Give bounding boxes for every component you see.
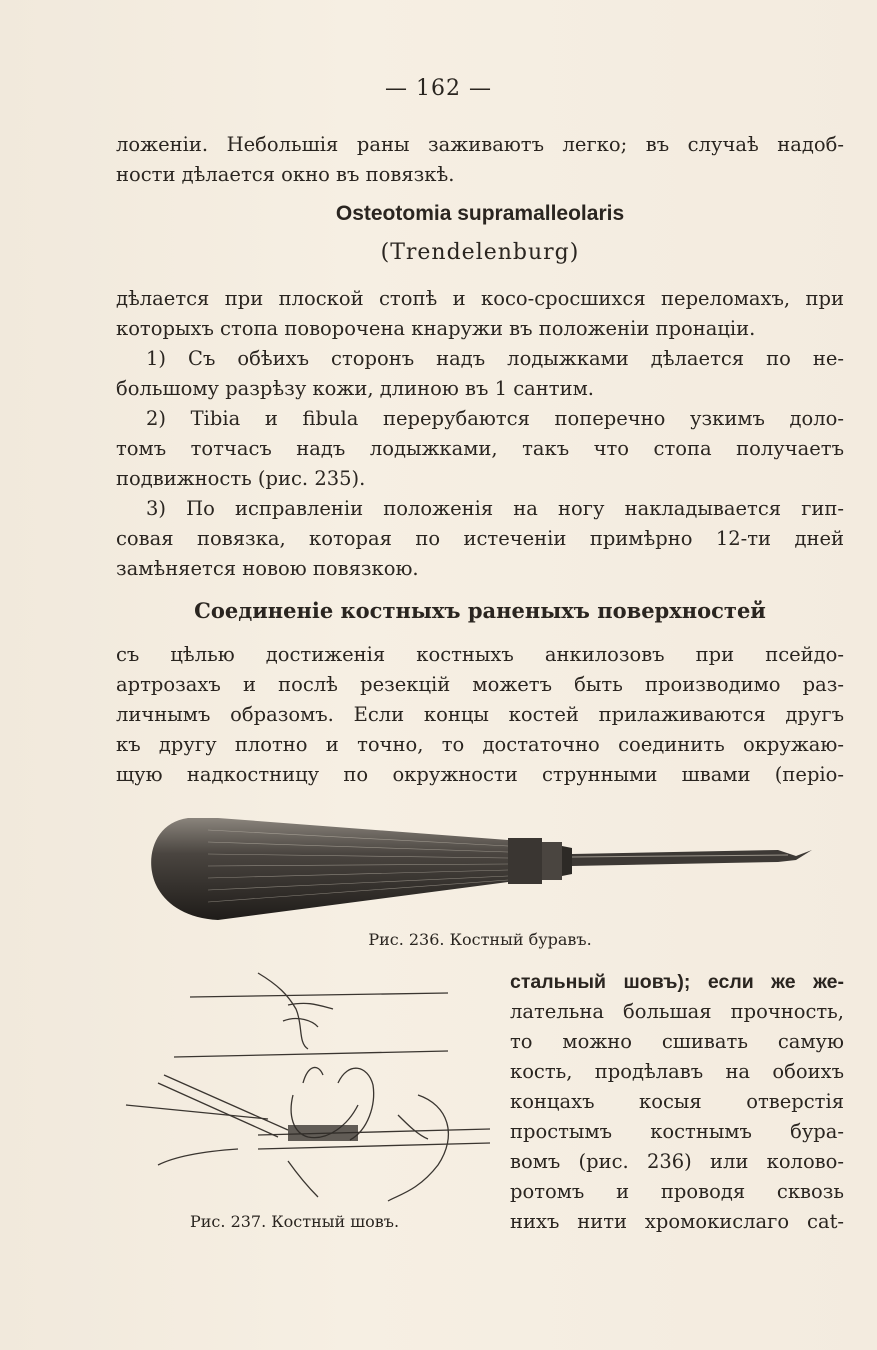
- osteotomia-paragraph: [116, 284, 844, 584]
- text-line: 3) По исправленіи положенія на ногу накладывается гип-: [146, 497, 844, 520]
- text-line: 2) Tibia и fibula перерубаются поперечно узкимъ доло-: [146, 407, 844, 430]
- text-line: кость, продѣлавъ на обоихъ: [510, 1060, 844, 1083]
- figure-237-caption: Рис. 237. Костный шовъ.: [190, 1212, 400, 1231]
- page-number: — 162 —: [385, 76, 492, 101]
- text-line: ности дѣлается окно въ повязкѣ.: [116, 163, 455, 186]
- text-line: концахъ косыя отверстія: [510, 1090, 844, 1113]
- figure-236-caption: Рис. 236. Костный буравъ.: [368, 930, 592, 949]
- text-line: 1) Съ обѣихъ сторонъ надъ лодыжками дѣлается по не-: [146, 347, 844, 370]
- term-periosteal-suture: стальный шовъ); если же же-: [510, 971, 844, 993]
- text-line: къ другу плотно и точно, то достаточно соединить окружаю-: [116, 733, 844, 756]
- text-line: совая повязка, которая по истеченіи примѣрно 12-ти дней: [116, 527, 844, 550]
- bone-drill-illustration: [148, 810, 818, 930]
- text-line: нихъ нити хромокислаго cat-: [510, 1210, 844, 1233]
- text-line: личнымъ образомъ. Если концы костей прилаживаются другъ: [116, 703, 844, 726]
- text-line: щую надкостницу по окружности струнными швами (періо-: [116, 763, 844, 786]
- text-line: ложеніи. Небольшія раны заживаютъ легко; въ случаѣ надоб-: [116, 133, 844, 156]
- section-subtitle-trendelenburg: (Trendelenburg): [380, 240, 580, 265]
- text-line: томъ тотчасъ надъ лодыжками, такъ что стопа получаетъ: [116, 437, 844, 460]
- text-line: простымъ костнымъ бура-: [510, 1120, 844, 1143]
- text-line: дѣлается при плоской стопѣ и косо-сросшихся переломахъ, при: [116, 287, 844, 310]
- section-title-osteotomia: Osteotomia supramalleolaris: [335, 202, 625, 225]
- text-line: вомъ (рис. 236) или коловo-: [510, 1150, 844, 1173]
- bone-joining-paragraph: [116, 640, 844, 790]
- text-line: ротомъ и проводя сквозь: [510, 1180, 844, 1203]
- text-line: лательна большая прочность,: [510, 1000, 844, 1023]
- text-line: замѣняется новою повязкою.: [116, 557, 419, 580]
- bone-suture-illustration: [118, 965, 498, 1205]
- text-line: большому разрѣзу кожи, длиною въ 1 сантим.: [116, 377, 594, 400]
- text-line: которыхъ стопа поворочена кнаружи въ положеніи пронаціи.: [116, 317, 756, 340]
- text-line: подвижность (рис. 235).: [116, 467, 366, 490]
- section-title-bone-joining: Соединеніе костныхъ раненыхъ поверхностей: [194, 598, 766, 623]
- text-line: то можно сшивать самую: [510, 1030, 844, 1053]
- text-line: съ цѣлью достиженія костныхъ анкилозовъ при псейдо-: [116, 643, 844, 666]
- text-line: [510, 967, 844, 997]
- right-column-text: [510, 967, 844, 1237]
- text-line: артрозахъ и послѣ резекцій можетъ быть производимо раз-: [116, 673, 844, 696]
- intro-paragraph: [116, 130, 844, 190]
